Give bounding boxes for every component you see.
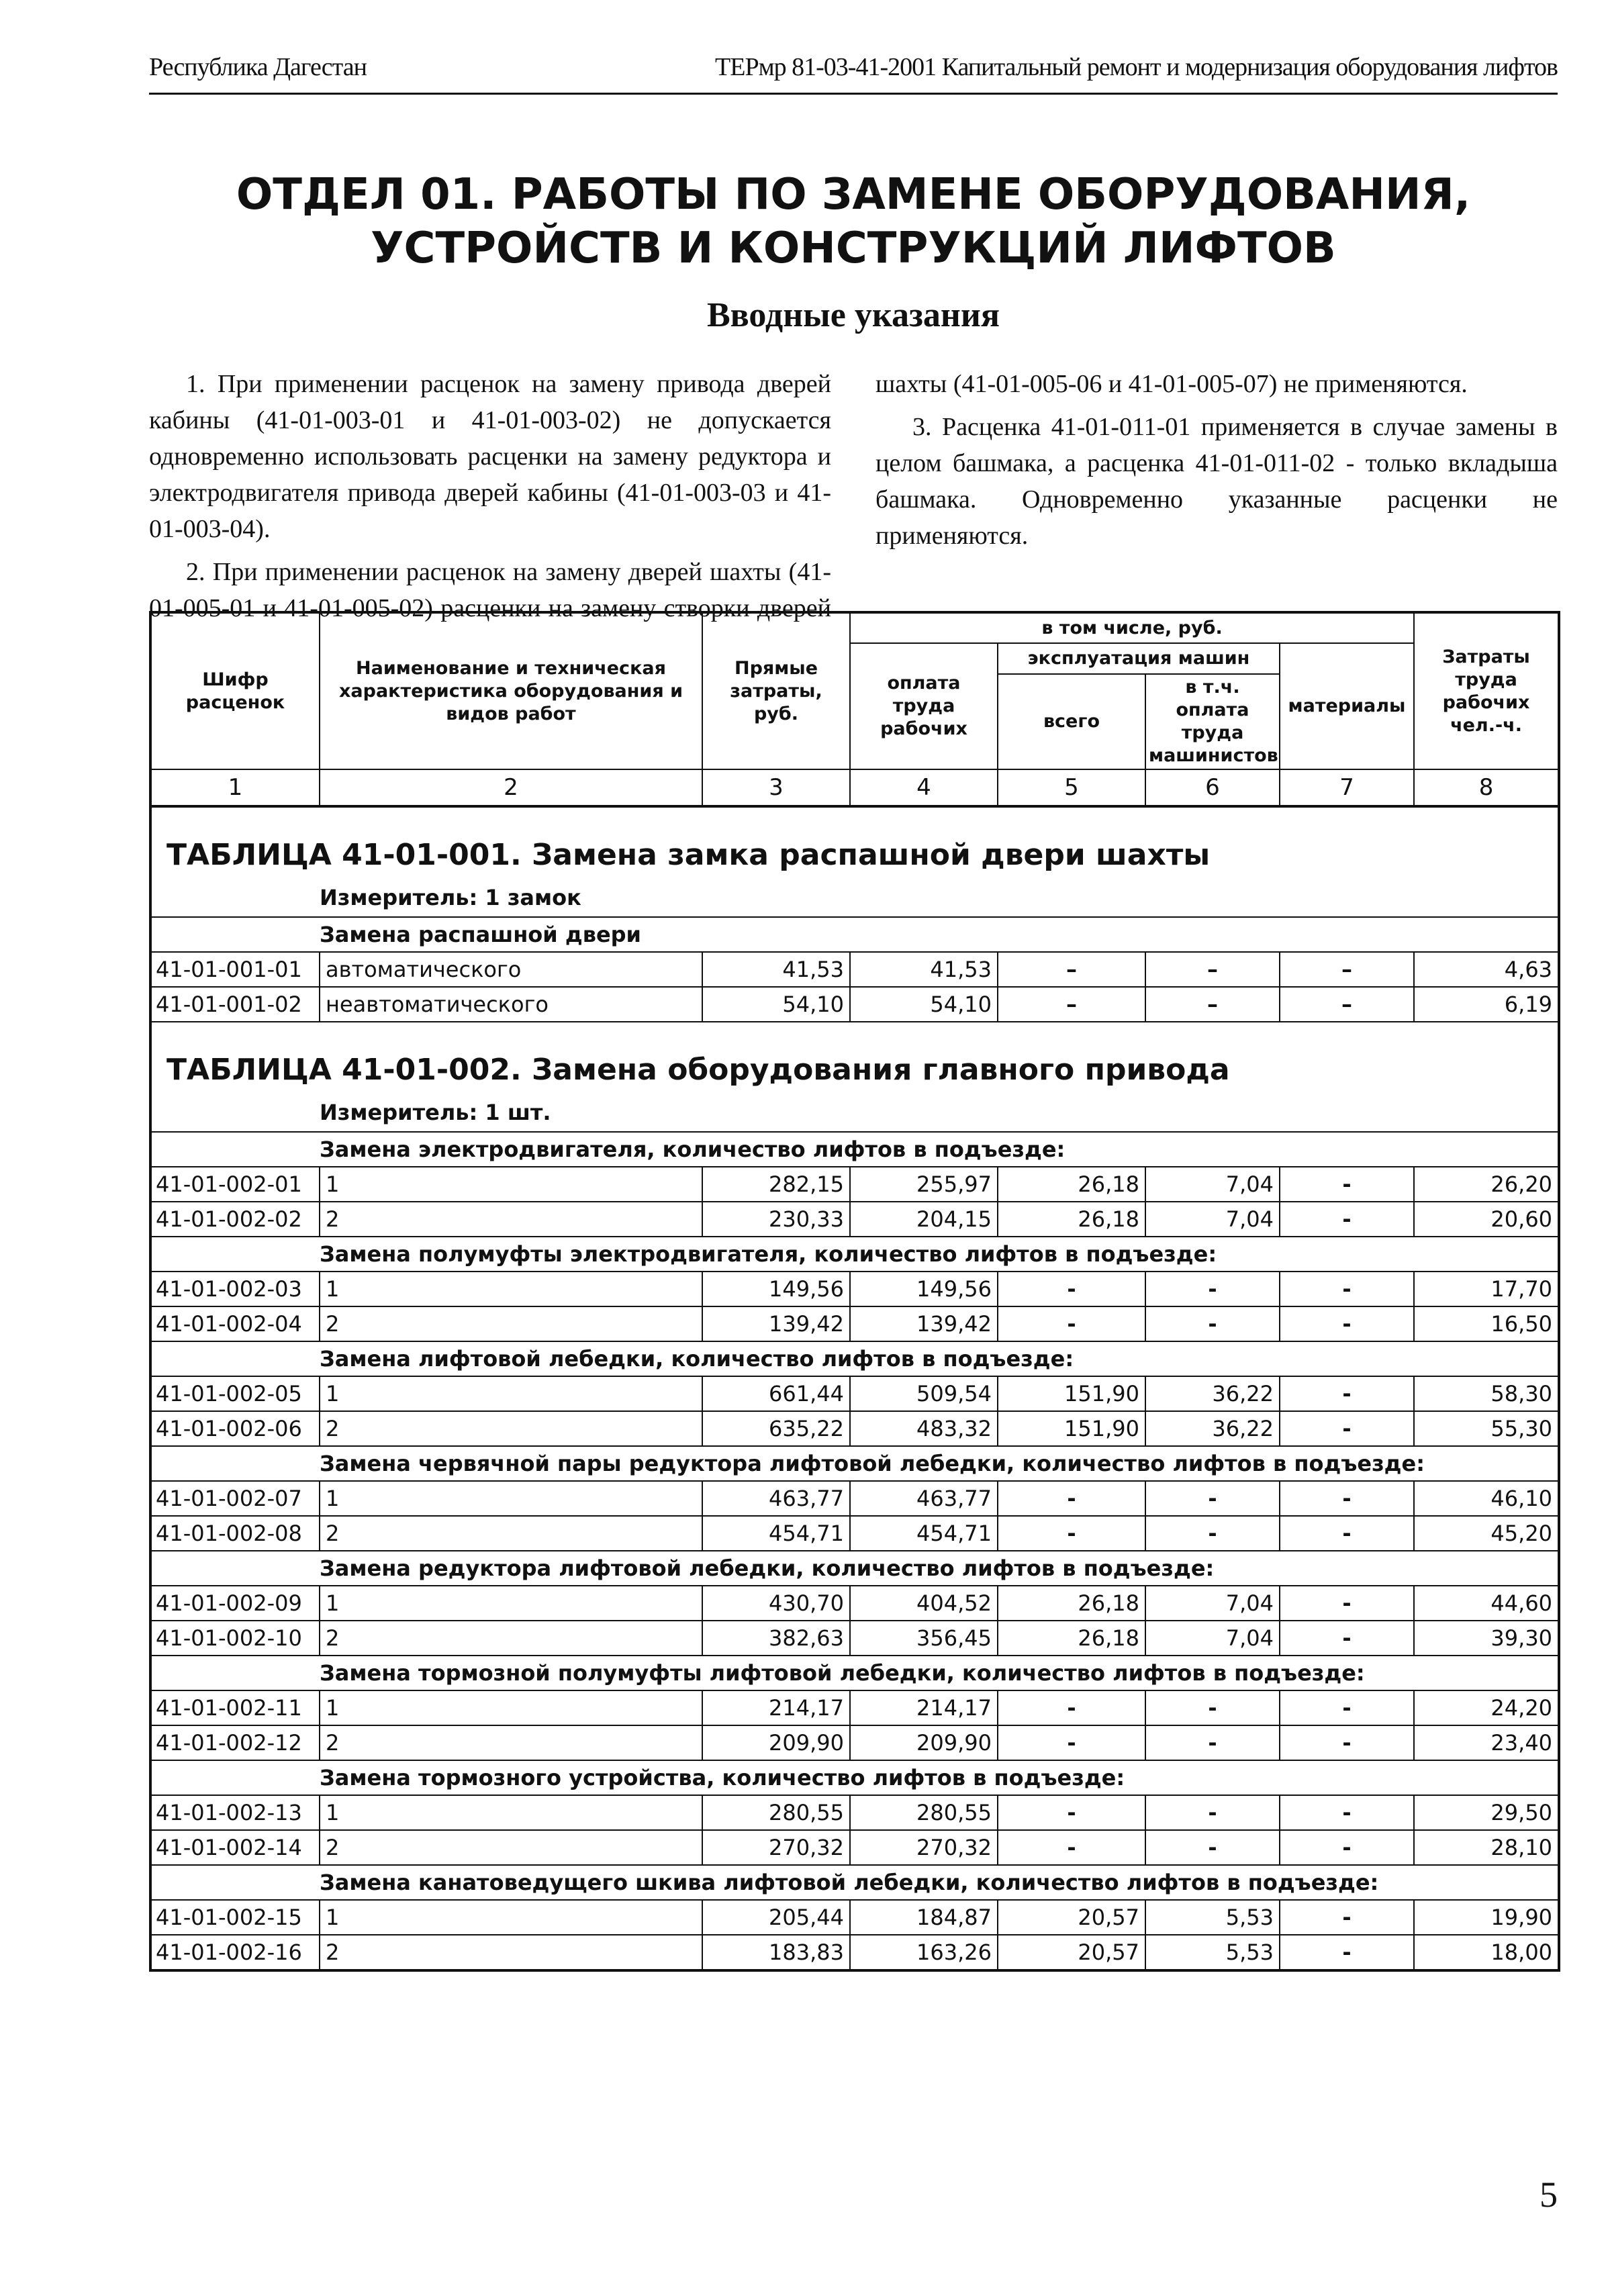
section-title: Замена лифтовой лебедки, количество лифтов в подъезде:: [150, 1341, 1559, 1376]
cell-machinist-pay: 7,04: [1145, 1621, 1280, 1656]
cell-name: 1: [320, 1586, 702, 1621]
cell-machines-total: -: [998, 1830, 1145, 1865]
col-number: 5: [998, 769, 1145, 806]
cell-direct-costs: 230,33: [702, 1202, 850, 1237]
cell-labor-pay: 41,53: [850, 952, 998, 987]
section-title: Замена тормозной полумуфты лифтовой лебедки, количество лифтов в подъезде:: [150, 1656, 1559, 1690]
cell-code: 41-01-002-13: [150, 1795, 320, 1830]
cell-code: 41-01-002-10: [150, 1621, 320, 1656]
cell-materials: -: [1280, 1621, 1414, 1656]
cell-name: 1: [320, 1376, 702, 1411]
cell-labor-hours: 19,90: [1414, 1900, 1559, 1935]
section-row: [150, 917, 1559, 952]
page-header: [149, 46, 1558, 95]
cell-code: 41-01-002-14: [150, 1830, 320, 1865]
table-row: [150, 987, 1559, 1022]
intro-paragraph-2: 2. При применении расценок на замену дверей шахты (41-01-005-01 и 41-01-005-02) расценки на замену створки дверей шахты (41-01-005-06 и 41-01-005-07) не применяются.: [149, 370, 1468, 622]
cell-materials: -: [1280, 1795, 1414, 1830]
cell-machines-total: -: [998, 1516, 1145, 1551]
cell-labor-hours: 29,50: [1414, 1795, 1559, 1830]
cell-code: 41-01-002-16: [150, 1935, 320, 1970]
cell-name: 2: [320, 1621, 702, 1656]
cell-labor-hours: 58,30: [1414, 1376, 1559, 1411]
cell-materials: -: [1280, 1516, 1414, 1551]
cell-direct-costs: 661,44: [702, 1376, 850, 1411]
cell-labor-pay: 404,52: [850, 1586, 998, 1621]
cell-name: 2: [320, 1516, 702, 1551]
cell-machines-total: 151,90: [998, 1376, 1145, 1411]
cell-code: 41-01-002-04: [150, 1306, 320, 1341]
intro-paragraph-1: 1. При применении расценок на замену привода дверей кабины (41-01-003-01 и 41-01-003-02) не допускается одновременно использовать расценки на замену редуктора и электродвигателя привода дверей кабины (41-01-003-03 и 41-01-003-04).: [149, 370, 831, 543]
rates-table: [149, 611, 1560, 1972]
cell-labor-hours: 18,00: [1414, 1935, 1559, 1970]
cell-labor-pay: 149,56: [850, 1272, 998, 1306]
cell-labor-pay: 204,15: [850, 1202, 998, 1237]
cell-machinist-pay: 36,22: [1145, 1411, 1280, 1446]
cell-materials: -: [1280, 1900, 1414, 1935]
section-row: [150, 1132, 1559, 1167]
cell-labor-pay: 270,32: [850, 1830, 998, 1865]
cell-materials: -: [1280, 1202, 1414, 1237]
table-row: [150, 1272, 1559, 1306]
cell-labor-pay: 356,45: [850, 1621, 998, 1656]
cell-machinist-pay: –: [1145, 987, 1280, 1022]
table-row: [150, 1167, 1559, 1202]
table-title-row: [150, 806, 1559, 879]
cell-machines-total: -: [998, 1306, 1145, 1341]
table-row: [150, 1481, 1559, 1516]
cell-code: 41-01-002-15: [150, 1900, 320, 1935]
header-document-title: ТЕРмр 81-03-41-2001 Капитальный ремонт и модернизация оборудования лифтов: [715, 53, 1558, 81]
cell-machinist-pay: 7,04: [1145, 1202, 1280, 1237]
table-row: [150, 1830, 1559, 1865]
cell-name: 1: [320, 1481, 702, 1516]
table-row: [150, 1900, 1559, 1935]
cell-direct-costs: 205,44: [702, 1900, 850, 1935]
cell-machines-total: -: [998, 1795, 1145, 1830]
cell-direct-costs: 635,22: [702, 1411, 850, 1446]
cell-machinist-pay: -: [1145, 1516, 1280, 1551]
cell-machines-total: -: [998, 1272, 1145, 1306]
table-row: [150, 952, 1559, 987]
cell-materials: -: [1280, 1306, 1414, 1341]
col-header-machines-total: всего: [998, 674, 1145, 769]
cell-labor-hours: 16,50: [1414, 1306, 1559, 1341]
cell-machinist-pay: -: [1145, 1725, 1280, 1760]
rates-table-body: [150, 806, 1559, 1970]
section-row: [150, 1341, 1559, 1376]
cell-labor-hours: 4,63: [1414, 952, 1559, 987]
cell-materials: -: [1280, 1481, 1414, 1516]
cell-materials: –: [1280, 952, 1414, 987]
cell-machines-total: -: [998, 1725, 1145, 1760]
cell-machines-total: 26,18: [998, 1586, 1145, 1621]
cell-direct-costs: 183,83: [702, 1935, 850, 1970]
table-unit-row: [150, 879, 1559, 917]
cell-labor-hours: 44,60: [1414, 1586, 1559, 1621]
cell-machines-total: 26,18: [998, 1202, 1145, 1237]
cell-machinist-pay: 7,04: [1145, 1586, 1280, 1621]
cell-machinist-pay: –: [1145, 952, 1280, 987]
section-row: [150, 1551, 1559, 1586]
section-row: [150, 1760, 1559, 1795]
cell-direct-costs: 54,10: [702, 987, 850, 1022]
cell-machinist-pay: 5,53: [1145, 1935, 1280, 1970]
col-header-code: Шифр расценок: [150, 612, 320, 769]
cell-machines-total: 20,57: [998, 1935, 1145, 1970]
cell-labor-hours: 55,30: [1414, 1411, 1559, 1446]
table-unit-row: [150, 1094, 1559, 1132]
cell-machinist-pay: -: [1145, 1830, 1280, 1865]
table-row: [150, 1586, 1559, 1621]
cell-materials: -: [1280, 1376, 1414, 1411]
cell-labor-hours: 46,10: [1414, 1481, 1559, 1516]
cell-machines-total: –: [998, 987, 1145, 1022]
table-title: ТАБЛИЦА 41-01-001. Замена замка распашной двери шахты: [150, 806, 1559, 879]
table-row: [150, 1516, 1559, 1551]
cell-name: 1: [320, 1167, 702, 1202]
intro-text: [149, 366, 1558, 626]
cell-machines-total: -: [998, 1481, 1145, 1516]
cell-labor-pay: 280,55: [850, 1795, 998, 1830]
table-title: ТАБЛИЦА 41-01-002. Замена оборудования главного привода: [150, 1022, 1559, 1094]
cell-materials: -: [1280, 1725, 1414, 1760]
cell-direct-costs: 209,90: [702, 1725, 850, 1760]
cell-direct-costs: 41,53: [702, 952, 850, 987]
cell-name: автоматического: [320, 952, 702, 987]
section-title: Замена электродвигателя, количество лифтов в подъезде:: [150, 1132, 1559, 1167]
table-unit: Измеритель: 1 шт.: [150, 1094, 1559, 1132]
table-row: [150, 1376, 1559, 1411]
cell-direct-costs: 454,71: [702, 1516, 850, 1551]
col-header-direct-costs: Прямые затраты, руб.: [702, 612, 850, 769]
cell-labor-pay: 54,10: [850, 987, 998, 1022]
cell-direct-costs: 214,17: [702, 1690, 850, 1725]
cell-labor-pay: 139,42: [850, 1306, 998, 1341]
cell-materials: -: [1280, 1830, 1414, 1865]
cell-code: 41-01-001-02: [150, 987, 320, 1022]
col-header-machinist-pay: в т.ч. оплата труда машинистов: [1145, 674, 1280, 769]
cell-labor-pay: 483,32: [850, 1411, 998, 1446]
table-row: [150, 1935, 1559, 1970]
cell-labor-pay: 509,54: [850, 1376, 998, 1411]
section-title: [149, 168, 1558, 275]
cell-machines-total: 26,18: [998, 1621, 1145, 1656]
col-header-labor-pay: оплата труда рабочих: [850, 643, 998, 769]
cell-name: 2: [320, 1411, 702, 1446]
section-title: Замена тормозного устройства, количество лифтов в подъезде:: [150, 1760, 1559, 1795]
cell-labor-pay: 214,17: [850, 1690, 998, 1725]
cell-machines-total: 26,18: [998, 1167, 1145, 1202]
cell-labor-hours: 17,70: [1414, 1272, 1559, 1306]
intro-heading: Вводные указания: [707, 296, 1000, 334]
cell-code: 41-01-002-11: [150, 1690, 320, 1725]
table-row: [150, 1202, 1559, 1237]
table-row: [150, 1621, 1559, 1656]
col-number: 2: [320, 769, 702, 806]
cell-machinist-pay: 5,53: [1145, 1900, 1280, 1935]
cell-machines-total: 20,57: [998, 1900, 1145, 1935]
cell-machinist-pay: -: [1145, 1272, 1280, 1306]
cell-materials: -: [1280, 1272, 1414, 1306]
cell-machinist-pay: -: [1145, 1481, 1280, 1516]
cell-labor-pay: 163,26: [850, 1935, 998, 1970]
table-row: [150, 1690, 1559, 1725]
cell-labor-pay: 209,90: [850, 1725, 998, 1760]
intro-paragraph-3: 3. Расценка 41-01-011-01 применяется в случае замены в целом башмака, а расценка 41-01-011-02 - только вкладыша башмака. Одновременно указанные расценки не применяются.: [875, 413, 1558, 550]
section-row: [150, 1656, 1559, 1690]
section-title-line-1: ОТДЕЛ 01. РАБОТЫ ПО ЗАМЕНЕ ОБОРУДОВАНИЯ,: [236, 170, 1471, 220]
cell-machinist-pay: -: [1145, 1690, 1280, 1725]
cell-machines-total: -: [998, 1690, 1145, 1725]
cell-labor-hours: 24,20: [1414, 1690, 1559, 1725]
cell-machines-total: –: [998, 952, 1145, 987]
cell-code: 41-01-002-07: [150, 1481, 320, 1516]
cell-name: 1: [320, 1900, 702, 1935]
cell-code: 41-01-002-08: [150, 1516, 320, 1551]
cell-machinist-pay: 36,22: [1145, 1376, 1280, 1411]
cell-labor-hours: 45,20: [1414, 1516, 1559, 1551]
col-number: 3: [702, 769, 850, 806]
cell-direct-costs: 382,63: [702, 1621, 850, 1656]
section-title: Замена редуктора лифтовой лебедки, количество лифтов в подъезде:: [150, 1551, 1559, 1586]
cell-labor-pay: 184,87: [850, 1900, 998, 1935]
cell-direct-costs: 280,55: [702, 1795, 850, 1830]
cell-machinist-pay: -: [1145, 1306, 1280, 1341]
cell-name: неавтоматического: [320, 987, 702, 1022]
col-header-materials: материалы: [1280, 643, 1414, 769]
section-title: Замена канатоведущего шкива лифтовой лебедки, количество лифтов в подъезде:: [150, 1865, 1559, 1900]
col-header-including: в том числе, руб.: [850, 612, 1414, 643]
cell-labor-hours: 28,10: [1414, 1830, 1559, 1865]
cell-name: 2: [320, 1830, 702, 1865]
cell-materials: -: [1280, 1935, 1414, 1970]
col-number: 7: [1280, 769, 1414, 806]
col-header-machines: эксплуатация машин: [998, 643, 1280, 674]
col-number: 4: [850, 769, 998, 806]
cell-name: 2: [320, 1725, 702, 1760]
section-title: Замена полумуфты электродвигателя, количество лифтов в подъезде:: [150, 1237, 1559, 1272]
cell-labor-hours: 23,40: [1414, 1725, 1559, 1760]
table-row: [150, 1411, 1559, 1446]
cell-labor-hours: 20,60: [1414, 1202, 1559, 1237]
column-numbers-row: [150, 769, 1559, 806]
col-number: 8: [1414, 769, 1559, 806]
cell-code: 41-01-002-05: [150, 1376, 320, 1411]
cell-code: 41-01-002-09: [150, 1586, 320, 1621]
section-title-line-2: УСТРОЙСТВ И КОНСТРУКЦИЙ ЛИФТОВ: [371, 224, 1336, 273]
table-title-row: [150, 1022, 1559, 1094]
cell-code: 41-01-002-12: [150, 1725, 320, 1760]
col-number: 6: [1145, 769, 1280, 806]
cell-direct-costs: 282,15: [702, 1167, 850, 1202]
cell-direct-costs: 463,77: [702, 1481, 850, 1516]
cell-machinist-pay: 7,04: [1145, 1167, 1280, 1202]
cell-materials: –: [1280, 987, 1414, 1022]
section-row: [150, 1237, 1559, 1272]
col-number: 1: [150, 769, 320, 806]
cell-code: 41-01-002-02: [150, 1202, 320, 1237]
table-row: [150, 1795, 1559, 1830]
cell-labor-pay: 463,77: [850, 1481, 998, 1516]
cell-direct-costs: 430,70: [702, 1586, 850, 1621]
cell-materials: -: [1280, 1167, 1414, 1202]
cell-labor-hours: 39,30: [1414, 1621, 1559, 1656]
cell-direct-costs: 270,32: [702, 1830, 850, 1865]
cell-code: 41-01-002-03: [150, 1272, 320, 1306]
header-region: Республика Дагестан: [149, 53, 367, 81]
col-header-name: Наименование и техническая характеристика оборудования и видов работ: [320, 612, 702, 769]
cell-materials: -: [1280, 1586, 1414, 1621]
cell-direct-costs: 149,56: [702, 1272, 850, 1306]
cell-machines-total: 151,90: [998, 1411, 1145, 1446]
section-row: [150, 1446, 1559, 1481]
section-title: Замена распашной двери: [150, 917, 1559, 952]
cell-name: 2: [320, 1202, 702, 1237]
cell-labor-pay: 255,97: [850, 1167, 998, 1202]
cell-name: 2: [320, 1306, 702, 1341]
cell-name: 1: [320, 1795, 702, 1830]
cell-materials: -: [1280, 1690, 1414, 1725]
section-row: [150, 1865, 1559, 1900]
section-title: Замена червячной пары редуктора лифтовой лебедки, количество лифтов в подъезде:: [150, 1446, 1559, 1481]
col-header-labor-hours: Затраты труда рабочих чел.-ч.: [1414, 612, 1559, 769]
cell-code: 41-01-002-01: [150, 1167, 320, 1202]
cell-labor-pay: 454,71: [850, 1516, 998, 1551]
cell-name: 1: [320, 1272, 702, 1306]
cell-name: 1: [320, 1690, 702, 1725]
cell-direct-costs: 139,42: [702, 1306, 850, 1341]
cell-labor-hours: 26,20: [1414, 1167, 1559, 1202]
cell-code: 41-01-001-01: [150, 952, 320, 987]
table-unit: Измеритель: 1 замок: [150, 879, 1559, 917]
cell-machinist-pay: -: [1145, 1795, 1280, 1830]
cell-name: 2: [320, 1935, 702, 1970]
cell-labor-hours: 6,19: [1414, 987, 1559, 1022]
table-row: [150, 1306, 1559, 1341]
cell-materials: -: [1280, 1411, 1414, 1446]
table-row: [150, 1725, 1559, 1760]
cell-code: 41-01-002-06: [150, 1411, 320, 1446]
page-number: 5: [1540, 2174, 1558, 2215]
